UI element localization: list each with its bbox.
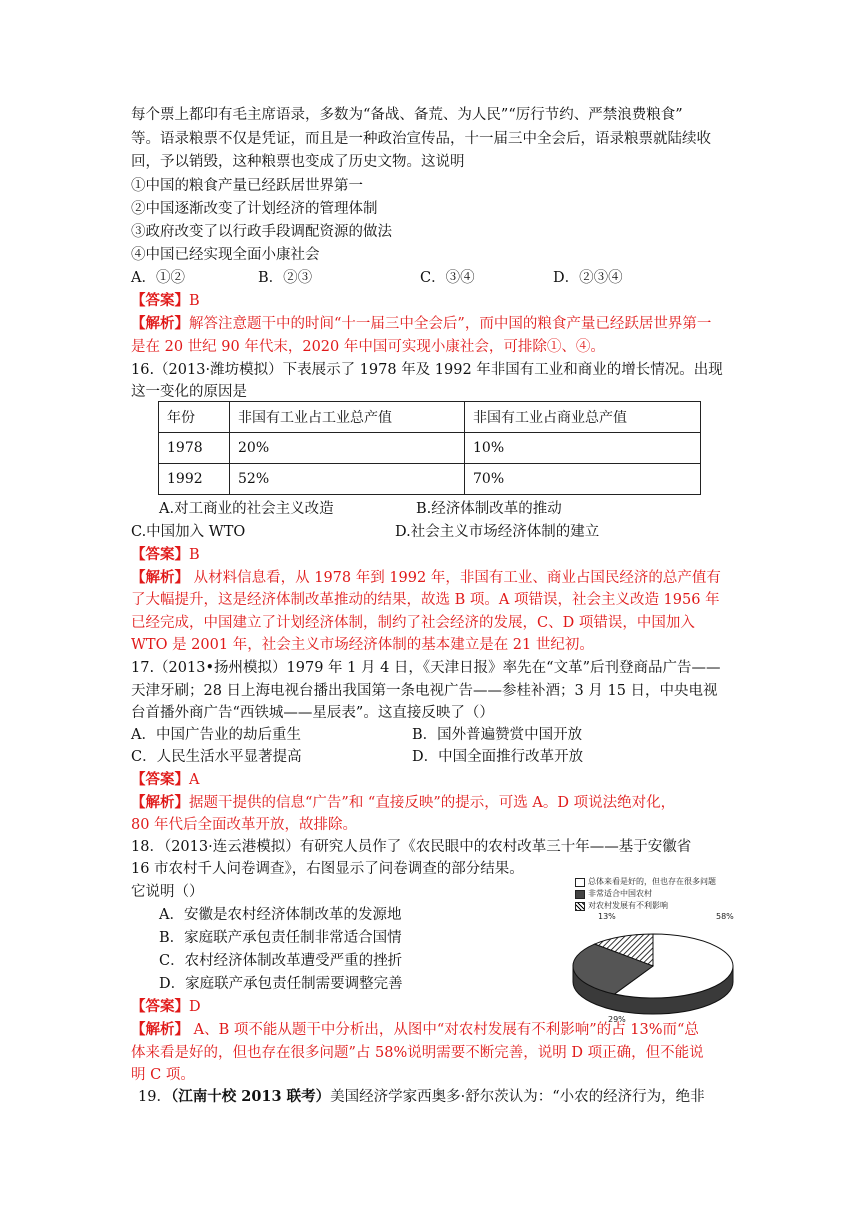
- q15-statement-1: ①中国的粮食产量已经跃居世界第一: [131, 178, 363, 194]
- q16-option-a: A.对工商业的社会主义改造: [159, 501, 334, 517]
- q15-statement-4: ④中国已经实现全面小康社会: [131, 247, 320, 263]
- q15-option-a: A．①②: [131, 270, 185, 286]
- legend-swatch: [575, 902, 585, 911]
- q16-answer: [131, 544, 200, 566]
- explanation-tag: 【解析】: [131, 569, 189, 586]
- q16-explanation-3: 已经完成，中国建立了计划经济体制，制约了社会经济的发展，C、D 项错误，中国加入: [131, 615, 695, 631]
- explanation-tag: 【解析】: [131, 794, 189, 811]
- q16-option-d: D.社会主义市场经济体制的建立: [395, 524, 600, 540]
- explanation-tag: 【解析】: [131, 315, 189, 332]
- q19-source: （江南十校 2013 联考）: [170, 1088, 331, 1105]
- explanation-text: 据题干提供的信息“广告”和 “直接反映”的提示，可选 A。D 项说法绝对化，: [189, 795, 676, 811]
- q15-line-1: 每个票上都印有毛主席语录，多数为“备战、备荒、为人民”“厉行节约、严禁浪费粮食”: [131, 107, 683, 123]
- q18-line-1: 18．（2013·连云港模拟）有研究人员作了《农民眼中的农村改革三十年——基于安徽省: [131, 839, 692, 855]
- legend-item: [575, 888, 716, 900]
- q15-line-2: 等。语录粮票不仅是凭证，而且是一种政治宣传品，十一届三中全会后，语录粮票就陆续收: [131, 131, 711, 147]
- answer-tag: 【答案】: [131, 998, 189, 1015]
- q17-option-b: B．国外普遍赞赏中国开放: [412, 727, 583, 743]
- q16-line-2: 这一变化的原因是: [131, 384, 247, 400]
- table-header-row: [159, 402, 701, 433]
- answer-value: B: [189, 293, 200, 309]
- q15-explanation-2: 是在 20 世纪 90 年代末，2020 年中国可实现小康社会，可排除①、④。: [131, 339, 605, 355]
- q17-option-c: C．人民生活水平显著提高: [131, 749, 302, 765]
- answer-value: D: [189, 999, 201, 1015]
- q18-line-3: 它说明（）: [131, 884, 204, 900]
- legend-label: 非常适合中国农村: [588, 889, 652, 898]
- q18-line-2: 16 市农村千人问卷调查》，右图显示了问卷调查的部分结果。: [131, 861, 524, 877]
- q15-option-b: B．②③: [258, 270, 313, 286]
- q18-option-d: D．家庭联产承包责任制需要调整完善: [159, 976, 403, 992]
- q19-line-1: [138, 1086, 705, 1108]
- pie-legend: [575, 876, 716, 912]
- legend-swatch: [575, 878, 585, 887]
- table-cell: 70%: [465, 464, 701, 495]
- q15-explanation-1: [131, 313, 711, 335]
- q18-answer: [131, 996, 201, 1018]
- q15-answer: [131, 290, 200, 312]
- q19-number: 19．: [138, 1089, 171, 1105]
- table-cell: 52%: [230, 464, 465, 495]
- q17-answer: [131, 769, 199, 791]
- q18-option-b: B．家庭联产承包责任制非常适合国情: [159, 930, 402, 946]
- legend-label: 总体来看是好的，但也存在很多问题: [588, 877, 716, 886]
- explanation-text: 解答注意题干中的时间“十一届三中全会后”，而中国的粮食产量已经跃居世界第一: [189, 316, 712, 332]
- q16-table: [158, 401, 701, 495]
- q16-option-c: C.中国加入 WTO: [131, 524, 246, 540]
- answer-value: A: [189, 772, 200, 788]
- table-row: [159, 464, 701, 495]
- table-header-industry: 非国有工业占工业总产值: [230, 402, 465, 433]
- table-header-year: 年份: [159, 402, 230, 433]
- pie-label-58: 58%: [716, 912, 734, 921]
- q18-explanation-2: 体来看是好的，但也存在很多问题”占 58%说明需要不断完善，说明 D 项正确，但不能说: [131, 1045, 704, 1061]
- q18-explanation-3: 明 C 项。: [131, 1067, 195, 1083]
- legend-swatch: [575, 890, 585, 899]
- q15-statement-2: ②中国逐渐改变了计划经济的管理体制: [131, 201, 378, 217]
- q18-pie-chart: [565, 922, 745, 1032]
- table-cell: 1992: [159, 464, 230, 495]
- q16-line-1: 16.（2013·潍坊模拟）下表展示了 1978 年及 1992 年非国有工业和商业的增长情况。出现: [131, 362, 723, 378]
- table-row: [159, 433, 701, 464]
- answer-tag: 【答案】: [131, 292, 189, 309]
- q15-option-d: D．②③④: [553, 270, 623, 286]
- q16-explanation-4: WTO 是 2001 年，社会主义市场经济体制的基本建立是在 21 世纪初。: [131, 637, 594, 653]
- q18-option-a: A．安徽是农村经济体制改革的发源地: [159, 907, 402, 923]
- q15-option-c: C．③④: [420, 270, 475, 286]
- answer-tag: 【答案】: [131, 546, 189, 563]
- q15-line-3: 回，予以销毁，这种粮票也变成了历史文物。这说明: [131, 154, 465, 170]
- q16-explanation-2: 了大幅提升，这是经济体制改革推动的结果，故选 B 项。A 项错误，社会主义改造 1956 年: [131, 592, 720, 608]
- explanation-tag: 【解析】: [131, 1021, 189, 1038]
- q17-line-3: 台首播外商广告“西铁城——星辰表”。这直接反映了（）: [131, 705, 494, 721]
- explanation-text: 从材料信息看，从 1978 年到 1992 年，非国有工业、商业占国民经济的总产值有: [189, 570, 721, 586]
- q18-option-c: C．农村经济体制改革遭受严重的挫折: [159, 953, 403, 969]
- q17-explanation-1: [131, 792, 675, 814]
- q17-explanation-2: 80 年代后全面改革开放，故排除。: [131, 817, 358, 833]
- answer-value: B: [189, 547, 200, 563]
- legend-label: 对农村发展有不利影响: [588, 901, 668, 910]
- table-cell: 10%: [465, 433, 701, 464]
- q16-explanation-1: [131, 567, 721, 589]
- q17-option-d: D．中国全面推行改革开放: [412, 749, 584, 765]
- answer-tag: 【答案】: [131, 771, 189, 788]
- q16-option-b: B.经济体制改革的推动: [416, 501, 562, 517]
- table-header-commerce: 非国有工业占商业总产值: [465, 402, 701, 433]
- legend-item: [575, 876, 716, 888]
- table-cell: 1978: [159, 433, 230, 464]
- q19-text: 美国经济学家西奥多·舒尔茨认为：“小农的经济行为，绝非: [330, 1089, 705, 1105]
- q17-line-2: 天津牙刷；28 日上海电视台播出我国第一条电视广告——参桂补酒；3 月 15 日，中央电视: [131, 683, 718, 699]
- table-cell: 20%: [230, 433, 465, 464]
- explanation-text: A、B 项不能从题干中分析出，从图中“对农村发展有不利影响”的占 13%而“总: [189, 1022, 699, 1038]
- legend-item: [575, 900, 716, 912]
- q17-line-1: 17.（2013•扬州模拟）1979 年 1 月 4 日，《天津日报》率先在“文革”后刊登商品广告——: [131, 660, 721, 676]
- q17-option-a: A．中国广告业的劫后重生: [131, 727, 301, 743]
- q15-statement-3: ③政府改变了以行政手段调配资源的做法: [131, 224, 392, 240]
- pie-label-13: 13%: [598, 912, 616, 921]
- pie-label-29: 29%: [608, 1015, 626, 1024]
